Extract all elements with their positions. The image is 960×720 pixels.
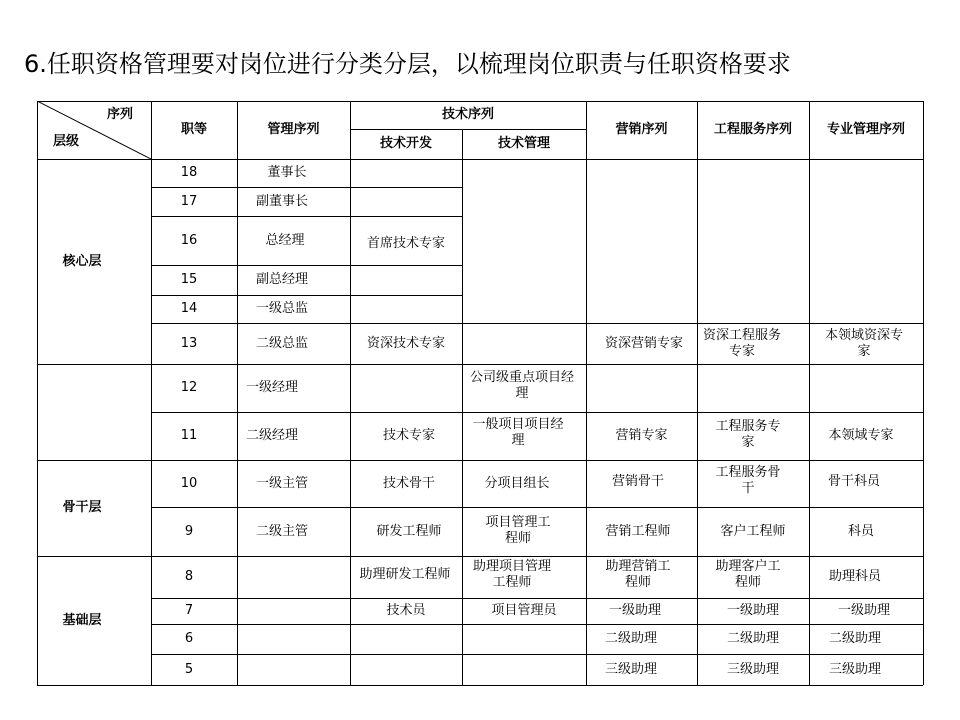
eng-a2: 二级助理 — [726, 631, 779, 646]
mgmt-12: 一级经理 — [245, 380, 298, 395]
header-tech-mgmt: 技术管理 — [497, 136, 550, 151]
pro-a1: 一级助理 — [837, 603, 890, 618]
eng-backbone: 工程服务骨干 — [715, 465, 781, 496]
grade-5: 5 — [184, 661, 194, 677]
tech-mgmt-general-pm: 一般项目项目经理 — [472, 417, 564, 448]
tech-dev-backbone: 技术骨干 — [382, 475, 435, 491]
mgmt-18: 董事长 — [267, 165, 307, 180]
grade-7: 7 — [184, 603, 194, 618]
grade-6: 6 — [184, 631, 194, 646]
eng-expert: 工程服务专家 — [715, 419, 781, 450]
sales-a1: 一级助理 — [608, 603, 661, 618]
mgmt-14: 一级总监 — [255, 301, 308, 316]
header-level: 层级 — [52, 134, 79, 149]
pro-a3: 三级助理 — [828, 661, 881, 677]
mgmt-10: 一级主管 — [255, 475, 308, 491]
grade-10: 10 — [180, 475, 198, 491]
tech-mgmt-assist-pm: 助理项目管理工程师 — [472, 559, 551, 590]
header-sales: 营销序列 — [615, 122, 668, 137]
eng-senior: 资深工程服务专家 — [702, 328, 781, 359]
grade-18: 18 — [180, 165, 198, 180]
grade-16: 16 — [180, 232, 198, 248]
tech-mgmt-sub-leader: 分项目组长 — [484, 476, 550, 491]
grade-14: 14 — [180, 301, 198, 316]
tech-dev-tech: 技术员 — [386, 603, 426, 618]
sales-a3: 三级助理 — [604, 661, 657, 677]
header-eng-service: 工程服务序列 — [713, 122, 792, 137]
mgmt-11: 二级经理 — [245, 428, 298, 443]
header-tech: 技术序列 — [441, 107, 494, 122]
tech-dev-chief: 首席技术专家 — [366, 236, 445, 251]
tech-dev-senior: 资深技术专家 — [366, 335, 445, 351]
grade-12: 12 — [180, 380, 198, 395]
pro-a2: 二级助理 — [828, 631, 881, 646]
grade-15: 15 — [180, 272, 198, 287]
sales-expert: 营销专家 — [615, 428, 668, 443]
eng-engineer: 客户工程师 — [720, 523, 786, 539]
grade-8: 8 — [184, 569, 194, 584]
sales-backbone: 营销骨干 — [611, 474, 664, 489]
eng-a1: 一级助理 — [726, 603, 779, 618]
header-mgmt: 管理序列 — [267, 122, 320, 137]
layer-base: 基础层 — [62, 612, 102, 628]
sales-engineer: 营销工程师 — [605, 523, 671, 539]
tech-dev-engineer: 研发工程师 — [376, 523, 442, 539]
mgmt-17: 副董事长 — [255, 193, 308, 209]
pro-staff: 科员 — [847, 523, 874, 539]
mgmt-16: 总经理 — [265, 232, 305, 248]
layer-core: 核心层 — [62, 253, 102, 269]
tech-mgmt-pm-staff: 项目管理员 — [491, 603, 557, 618]
grade-9: 9 — [184, 523, 194, 539]
grade-13: 13 — [180, 335, 198, 351]
pro-assist: 助理科员 — [828, 569, 881, 584]
sales-senior: 资深营销专家 — [604, 336, 683, 351]
page-title: 6.任职资格管理要对岗位进行分类分层，以梳理岗位职责与任职资格要求 — [24, 50, 791, 78]
sales-assist: 助理营销工程师 — [605, 559, 671, 590]
grade-17: 17 — [180, 193, 198, 209]
header-grade: 职等 — [180, 122, 207, 137]
eng-a3: 三级助理 — [726, 661, 779, 677]
mgmt-15: 副总经理 — [255, 272, 308, 287]
pro-backbone: 骨干科员 — [827, 474, 880, 489]
tech-dev-assistant: 助理研发工程师 — [359, 567, 451, 582]
tech-dev-expert: 技术专家 — [382, 428, 435, 443]
sales-a2: 二级助理 — [604, 631, 657, 646]
pro-expert: 本领域专家 — [828, 428, 894, 443]
grade-11: 11 — [180, 428, 198, 443]
eng-assist: 助理客户工程师 — [715, 559, 781, 590]
mgmt-9: 二级主管 — [255, 523, 308, 539]
header-sequence: 序列 — [106, 107, 133, 122]
tech-mgmt-key-pm: 公司级重点项目经理 — [470, 370, 575, 401]
pro-senior: 本领域资深专家 — [824, 328, 903, 359]
header-pro-mgmt: 专业管理序列 — [826, 122, 905, 137]
layer-backbone: 骨干层 — [62, 500, 102, 515]
tech-mgmt-pm-engineer: 项目管理工程师 — [485, 515, 551, 546]
mgmt-13: 二级总监 — [255, 335, 308, 351]
header-tech-dev: 技术开发 — [379, 136, 432, 151]
